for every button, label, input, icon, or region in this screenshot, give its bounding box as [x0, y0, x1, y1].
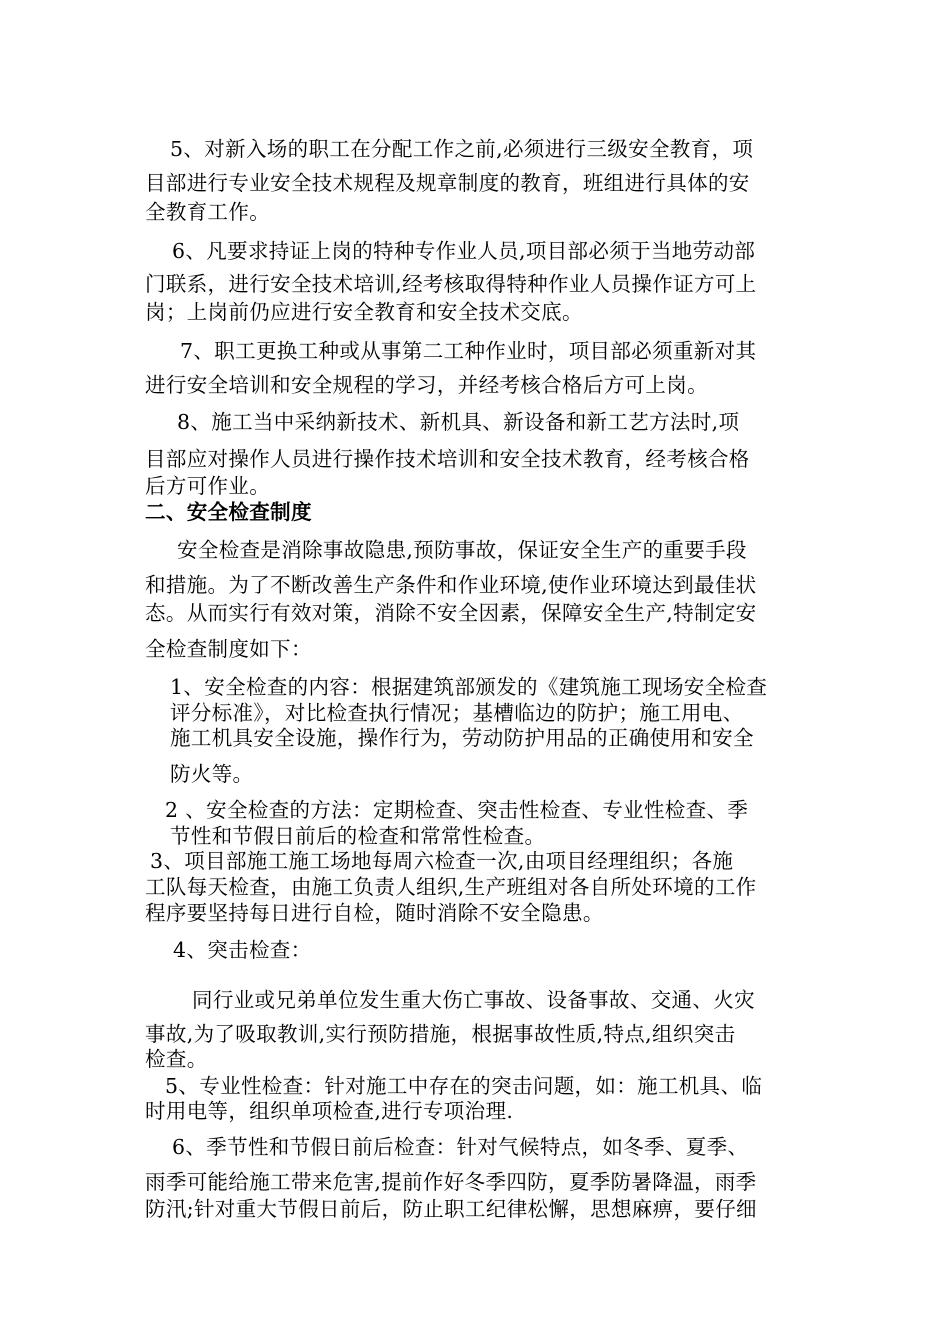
text-line: 门联系，进行安全技术培训,经考核取得特种作业人员操作证方可上 — [145, 272, 757, 296]
text-line: 时用电等，组织单项检查,进行专项治理. — [145, 1099, 514, 1123]
text-line: 工队每天检查，由施工负责人组织,生产班组对各自所处环境的工作 — [145, 875, 757, 899]
text-line: 6、季节性和节假日前后检查：针对气候特点，如冬季、夏季、 — [172, 1135, 749, 1159]
text-line: 6、凡要求持证上岗的特种专作业人员,项目部必须于当地劳动部 — [172, 239, 756, 263]
text-line: 目部应对操作人员进行操作技术培训和安全技术教育，经考核合格 — [145, 447, 750, 471]
text-line: 雨季可能给施工带来危害,提前作好冬季四防，夏季防暑降温，雨季 — [145, 1170, 757, 1194]
text-line: 事故,为了吸取教训,实行预防措施，根据事故性质,特点,组织突击 — [145, 1022, 736, 1046]
text-line: 评分标准》，对比检查执行情况；基槽临边的防护；施工用电、 — [170, 701, 744, 725]
text-line: 目部进行专业安全技术规程及规章制度的教育，班组进行具体的安 — [145, 171, 750, 195]
text-line: 7、职工更换工种或从事第二工种作业时，项目部必须重新对其 — [180, 339, 757, 363]
text-line: 进行安全培训和安全规程的学习，并经考核合格后方可上岗。 — [145, 373, 708, 397]
text-line: 1、安全检查的内容：根据建筑部颁发的《建筑施工现场安全检查 — [170, 675, 768, 699]
text-line: 防火等。 — [170, 762, 254, 786]
text-line: 安全检查是消除事故隐患,预防事故，保证安全生产的重要手段 — [177, 538, 747, 562]
text-line: 态。从而实行有效对策，消除不安全因素，保障安全生产,特制定安 — [145, 601, 757, 625]
text-line: 岗；上岗前仍应进行安全教育和安全技术交底。 — [145, 300, 583, 324]
text-line: 全检查制度如下： — [145, 637, 312, 661]
text-line: 3、项目部施工施工场地每周六检查一次,由项目经理组织；各施 — [150, 849, 734, 873]
text-line: 节性和节假日前后的检查和常常性检查。 — [170, 824, 546, 848]
text-line: 5、对新入场的职工在分配工作之前,必须进行三级安全教育，项 — [170, 137, 754, 161]
text-line: 5、专业性检查：针对施工中存在的突击问题，如：施工机具、临 — [165, 1074, 763, 1098]
text-line: 检查。 — [145, 1047, 208, 1071]
text-line: 和措施。为了不断改善生产条件和作业环境,使作业环境达到最佳状 — [145, 573, 757, 597]
text-line: 4、突击检查： — [173, 938, 312, 962]
text-line: 施工机具安全设施，操作行为，劳动防护用品的正确使用和安全 — [170, 726, 754, 750]
text-line: 后方可作业。 — [145, 474, 271, 498]
text-line: 同行业或兄弟单位发生重大伤亡事故、设备事故、交通、火灾 — [192, 988, 755, 1012]
text-line: 全教育工作。 — [145, 200, 271, 224]
section-heading: 二、安全检查制度 — [145, 500, 312, 524]
text-line: 防汛;针对重大节假日前后，防止职工纪律松懈，思想麻痹，要仔细 — [145, 1197, 757, 1221]
text-line: 2 、安全检查的方法：定期检查、突击性检查、专业性检查、季 — [165, 798, 749, 822]
text-line: 8、施工当中采纳新技术、新机具、新设备和新工艺方法时,项 — [177, 410, 740, 434]
text-line: 程序要坚持每日进行自检，随时消除不安全隐患。 — [145, 901, 604, 925]
